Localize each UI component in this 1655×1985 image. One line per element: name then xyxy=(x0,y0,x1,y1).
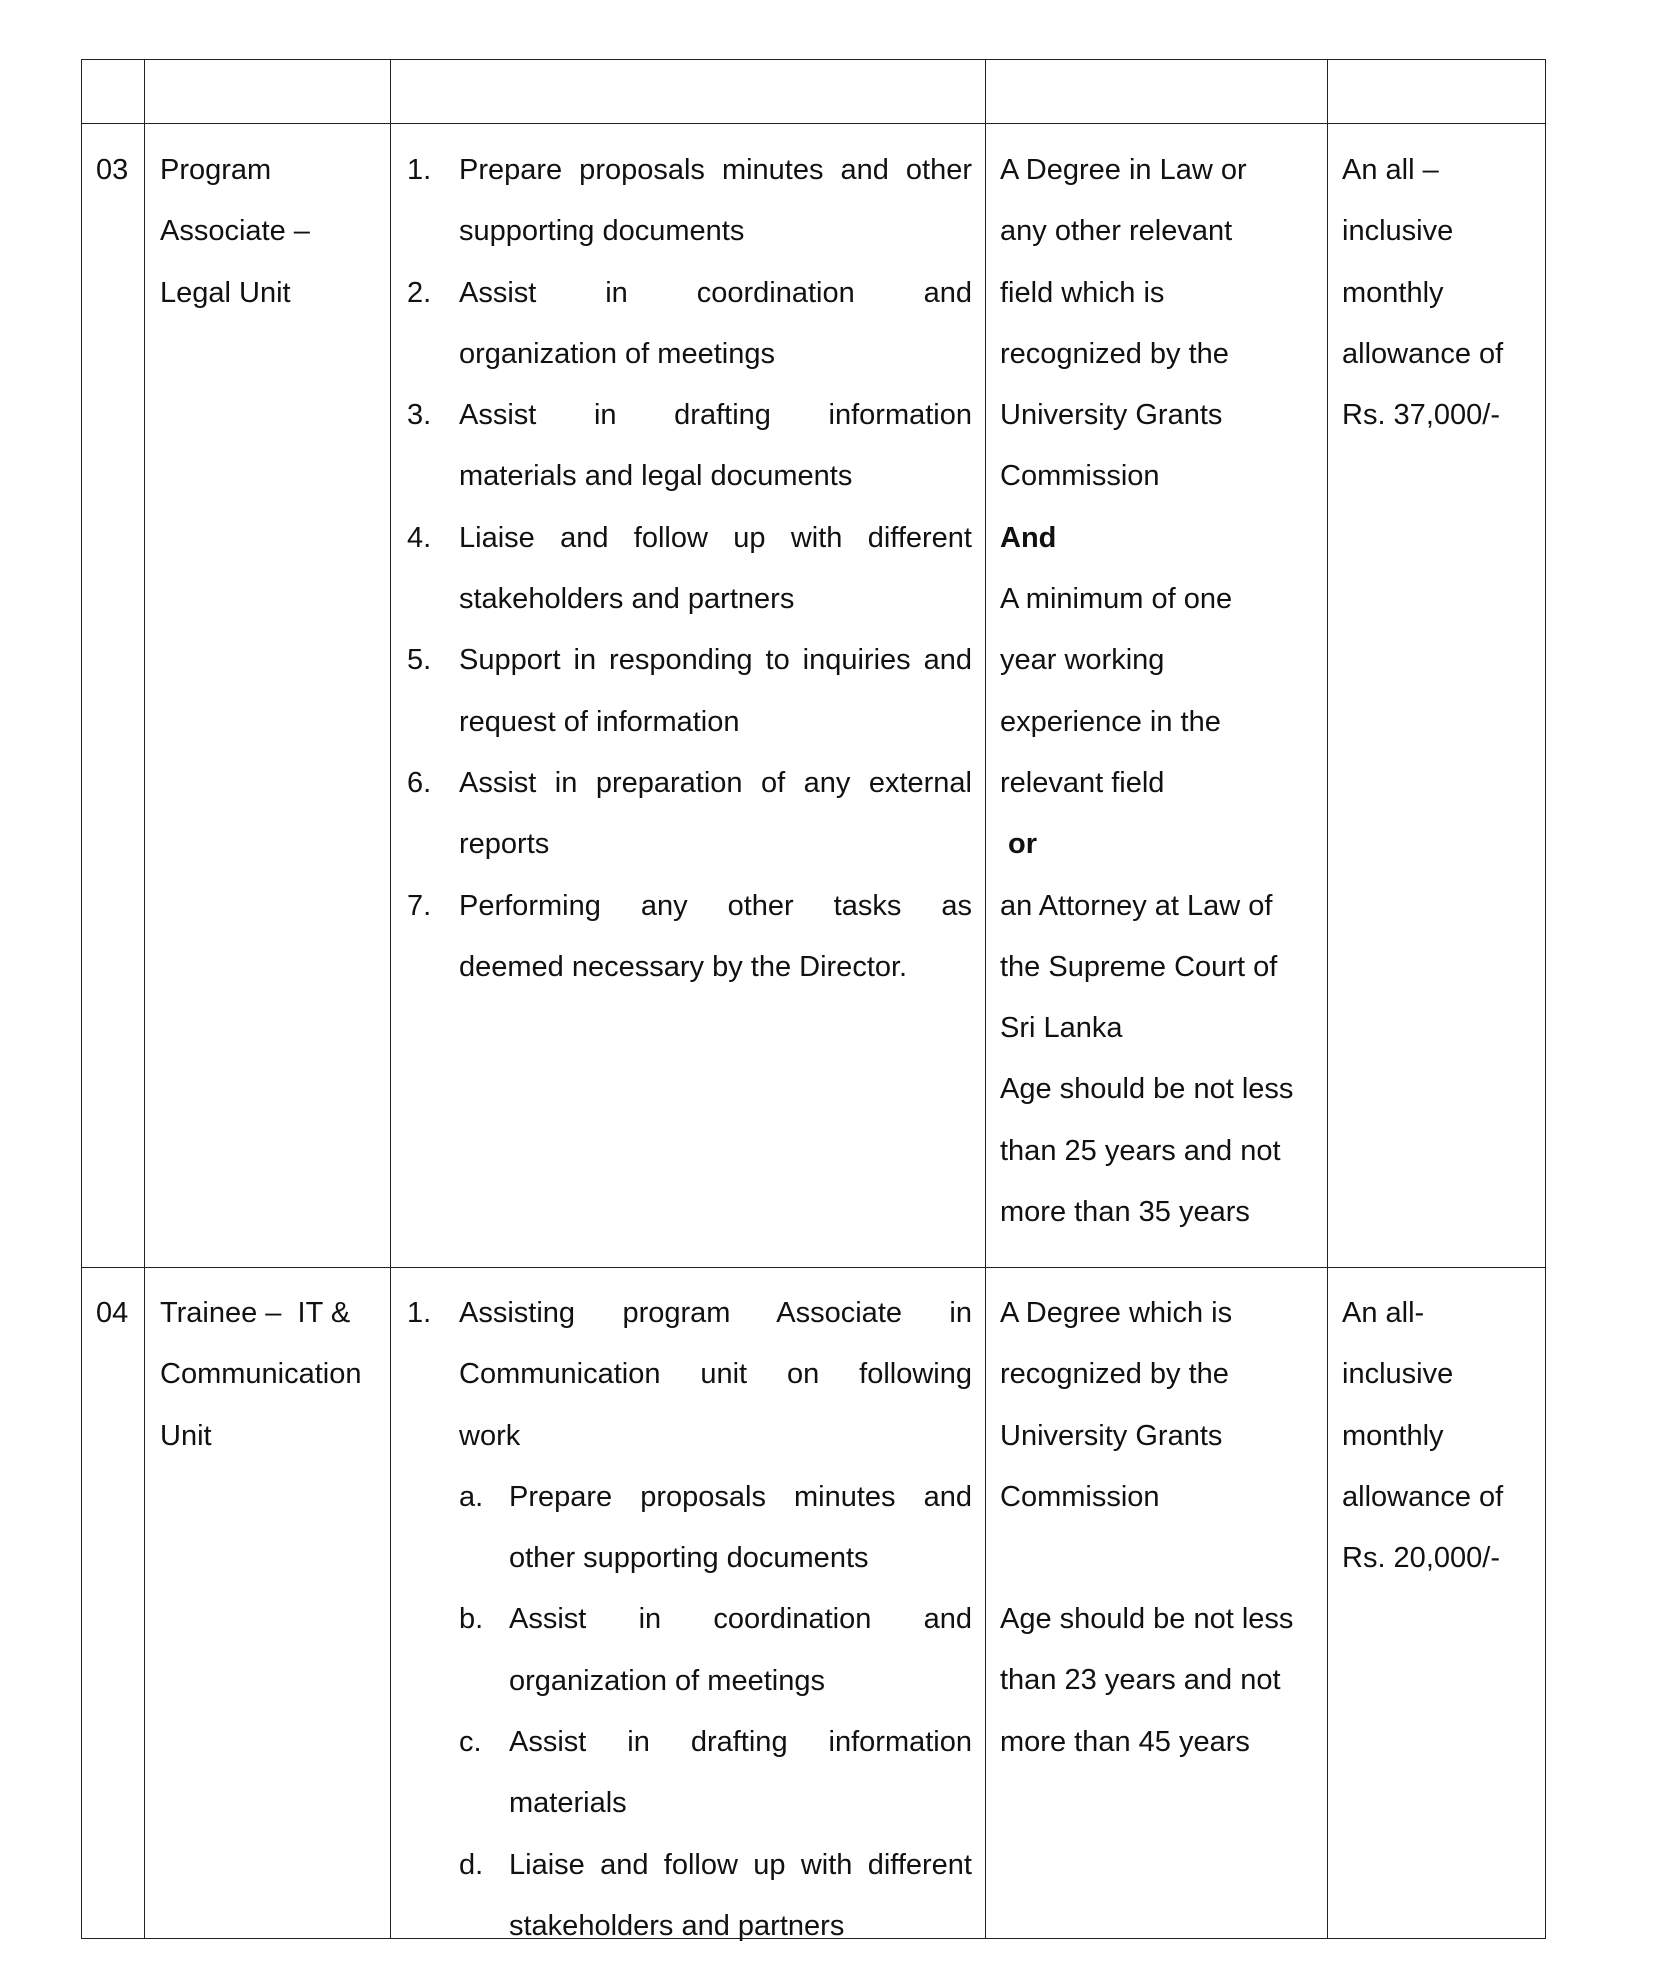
list-marker: 1. xyxy=(407,1297,432,1329)
list-item xyxy=(407,263,972,386)
qualification-line: Age should be not less xyxy=(1000,1603,1294,1636)
list-item xyxy=(407,876,972,999)
list-text: organization of meetings xyxy=(509,1664,825,1697)
list-item xyxy=(407,140,972,263)
list-item xyxy=(407,508,972,631)
qualification-line: Commission xyxy=(1000,1480,1160,1513)
allowance-line: allowance of xyxy=(1342,337,1504,370)
list-text: Liaise and follow up with different xyxy=(459,521,972,554)
qualification-line: Commission xyxy=(1000,460,1160,493)
duties-list xyxy=(407,140,972,998)
list-marker: d. xyxy=(459,1848,484,1881)
list-text: materials xyxy=(509,1787,627,1820)
list-marker: 5. xyxy=(407,644,432,677)
list-text: other supporting documents xyxy=(509,1542,869,1575)
allowance-line: inclusive xyxy=(1342,1358,1454,1391)
allowance-line: Rs. 37,000/- xyxy=(1342,399,1500,432)
list-text: Support in responding to inquiries and xyxy=(459,644,972,677)
allowance-line: inclusive xyxy=(1342,215,1454,248)
allowance-line: monthly xyxy=(1342,276,1444,309)
qualification-line: more than 35 years xyxy=(1000,1196,1250,1229)
position-line: Associate – xyxy=(160,215,310,248)
list-text: Prepare proposals minutes and other xyxy=(459,154,972,186)
list-text: request of information xyxy=(459,705,740,738)
qualification-line: more than 45 years xyxy=(1000,1725,1250,1758)
qualification-line: the Supreme Court of xyxy=(1000,950,1278,983)
list-text: stakeholders and partners xyxy=(509,1909,845,1942)
list-marker: c. xyxy=(459,1726,482,1759)
list-text: organization of meetings xyxy=(459,337,775,370)
qualification-line: than 25 years and not xyxy=(1000,1134,1281,1167)
position-title xyxy=(160,140,385,324)
position-line: Program xyxy=(160,154,272,186)
row-divider xyxy=(82,1267,1545,1268)
list-marker: 7. xyxy=(407,889,432,922)
list-text: Liaise and follow up with different xyxy=(509,1848,972,1881)
qualification-line: A Degree in Law or xyxy=(1000,154,1247,186)
row-number: 04 xyxy=(96,1297,129,1329)
list-text: supporting documents xyxy=(459,215,745,248)
vacancy-table xyxy=(81,59,1546,1942)
allowance xyxy=(1342,140,1542,446)
qualification-connector: And xyxy=(1000,521,1057,554)
column-divider xyxy=(985,60,986,1938)
list-marker: 1. xyxy=(407,154,432,186)
qualification-line: any other relevant xyxy=(1000,215,1233,248)
qualification-connector: or xyxy=(1000,828,1038,861)
column-divider xyxy=(1327,60,1328,1938)
position-line: Unit xyxy=(160,1419,212,1452)
qualification-spacer xyxy=(1000,1528,1320,1589)
list-item xyxy=(459,1467,972,1590)
qualifications xyxy=(1000,140,1320,1243)
list-item xyxy=(459,1835,972,1958)
list-text: Assisting program Associate in xyxy=(459,1297,972,1329)
list-item xyxy=(459,1712,972,1835)
allowance xyxy=(1342,1283,1542,1589)
qualification-line: field which is xyxy=(1000,276,1165,309)
qualification-line: than 23 years and not xyxy=(1000,1664,1281,1697)
qualification-line: recognized by the xyxy=(1000,1358,1229,1391)
duties-list xyxy=(407,1283,972,1957)
list-marker: 2. xyxy=(407,276,432,309)
list-marker: 6. xyxy=(407,766,432,799)
position-title xyxy=(160,1283,385,1467)
qualification-line: year working xyxy=(1000,644,1165,677)
list-marker: a. xyxy=(459,1480,484,1513)
list-marker: b. xyxy=(459,1603,484,1636)
allowance-line: An all- xyxy=(1342,1297,1425,1329)
qualification-line: Sri Lanka xyxy=(1000,1012,1123,1045)
list-text: Assist in coordination and xyxy=(509,1603,972,1636)
list-text: Prepare proposals minutes and xyxy=(509,1480,972,1513)
list-item xyxy=(407,1283,972,1467)
list-text: Performing any other tasks as xyxy=(459,889,972,922)
list-item xyxy=(459,1589,972,1712)
position-line: Trainee – IT & xyxy=(160,1297,351,1329)
list-item xyxy=(407,630,972,753)
list-text: deemed necessary by the Director. xyxy=(459,950,908,983)
qualification-line: University Grants xyxy=(1000,399,1223,432)
allowance-line: Rs. 20,000/- xyxy=(1342,1542,1500,1575)
position-line: Legal Unit xyxy=(160,276,291,309)
qualification-line: an Attorney at Law of xyxy=(1000,889,1273,922)
list-item xyxy=(407,753,972,876)
column-divider xyxy=(144,60,145,1938)
list-marker: 4. xyxy=(407,521,432,554)
row-divider xyxy=(82,123,1545,124)
qualification-line: University Grants xyxy=(1000,1419,1223,1452)
list-marker: 3. xyxy=(407,399,432,432)
allowance-line: allowance of xyxy=(1342,1480,1504,1513)
allowance-line: An all – xyxy=(1342,154,1439,186)
list-text: reports xyxy=(459,828,550,861)
qualification-line: A Degree which is xyxy=(1000,1297,1233,1329)
list-text: work xyxy=(459,1419,521,1452)
qualification-line: relevant field xyxy=(1000,766,1165,799)
qualification-line: recognized by the xyxy=(1000,337,1229,370)
list-text: Communication unit on following xyxy=(459,1358,972,1391)
list-text: Assist in drafting information xyxy=(459,399,972,432)
qualification-line: Age should be not less xyxy=(1000,1073,1294,1106)
row-number: 03 xyxy=(96,154,129,186)
list-item xyxy=(407,385,972,508)
allowance-line: monthly xyxy=(1342,1419,1444,1452)
list-text: Assist in preparation of any external xyxy=(459,766,972,799)
list-text: Assist in coordination and xyxy=(459,276,972,309)
position-line: Communication xyxy=(160,1358,362,1391)
column-divider xyxy=(390,60,391,1938)
qualifications xyxy=(1000,1283,1320,1773)
qualification-line: experience in the xyxy=(1000,705,1221,738)
list-text: stakeholders and partners xyxy=(459,583,795,616)
qualification-line: A minimum of one xyxy=(1000,583,1233,616)
list-text: materials and legal documents xyxy=(459,460,853,493)
list-text: Assist in drafting information xyxy=(509,1726,972,1759)
